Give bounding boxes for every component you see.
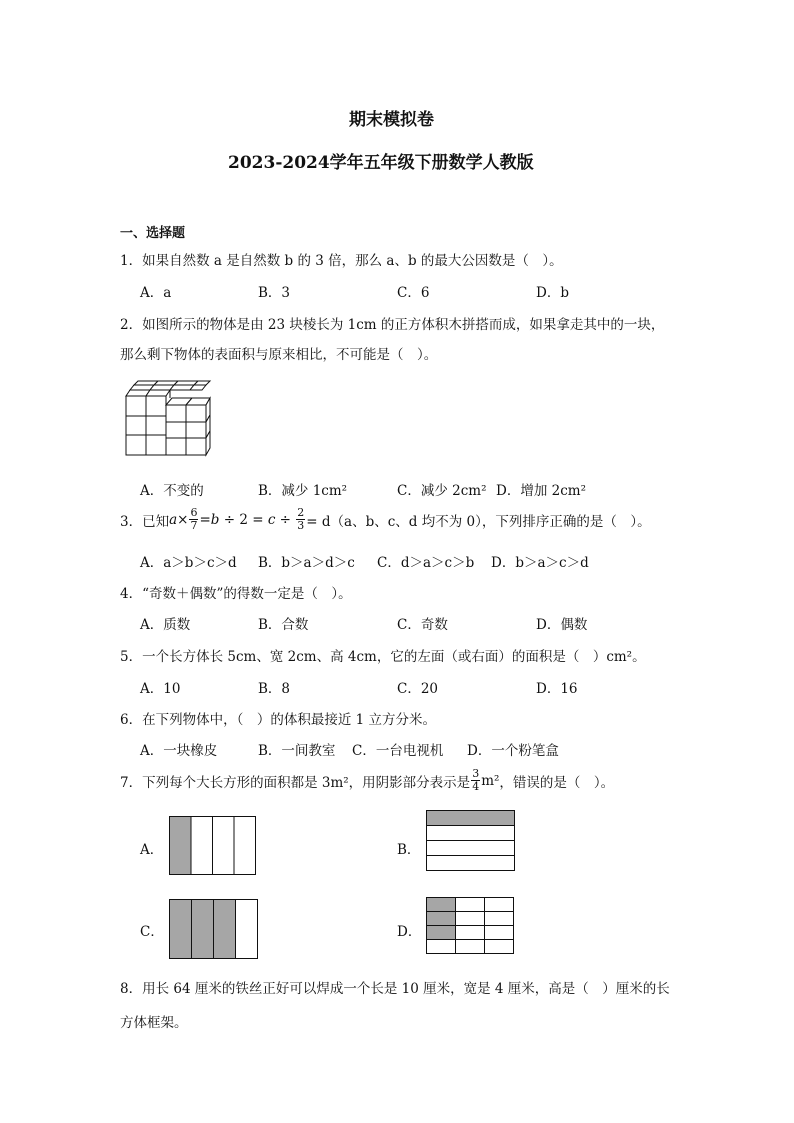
q1-option-c[interactable]: C．6 [397, 285, 430, 301]
q2-option-b[interactable]: B．减少 1cm² [258, 483, 348, 499]
q3-fraction-6-7 [189, 507, 198, 532]
q7-option-c-figure[interactable] [169, 899, 259, 961]
q7-option-a-label[interactable]: A． [140, 842, 164, 858]
q7-suffix: ，错误的是（ ）。 [499, 774, 615, 791]
q3-option-b[interactable]: B．b＞a＞d＞c [258, 555, 355, 571]
q3-eq1: = [199, 511, 211, 528]
q3-prefix: 3．已知 [120, 513, 170, 530]
q3-option-a[interactable]: A．a＞b＞c＞d [140, 555, 237, 571]
question-6: 6．在下列物体中，（ ）的体积最接近 1 立方分米。 [120, 712, 437, 728]
q4-option-b[interactable]: B．合数 [258, 617, 309, 633]
q7-unit: m² [481, 772, 500, 789]
q7-fraction-3-4 [471, 768, 480, 793]
q7-option-b-figure[interactable] [426, 810, 516, 872]
q3-times: × [177, 511, 189, 528]
q3-div: ÷ [275, 511, 296, 528]
cube-stack-figure [120, 375, 215, 460]
q3-var-a: a [169, 511, 178, 528]
q3-option-c[interactable]: C．d＞a＞c＞b [377, 555, 475, 571]
section-heading: 一、选择题 [120, 226, 186, 241]
q5-option-d[interactable]: D．16 [536, 681, 578, 697]
q3-var-c: c [267, 511, 276, 528]
question-8-line-2: 方体框架。 [120, 1015, 188, 1031]
q1-option-b[interactable]: B．3 [258, 285, 291, 301]
q7-option-d-figure[interactable] [426, 897, 516, 957]
exam-title: 期末模拟卷 [349, 110, 434, 130]
q3-frac1-den: 7 [190, 519, 198, 532]
q5-option-b[interactable]: B．8 [258, 681, 291, 697]
question-4: 4．“奇数＋偶数”的得数一定是（ ）。 [120, 586, 352, 602]
question-8-line-1: 8．用长 64 厘米的铁丝正好可以焊成一个长是 10 厘米，宽是 4 厘米，高是（ ）厘米的长 [120, 981, 670, 997]
question-1: 1．如果自然数 a 是自然数 b 的 3 倍，那么 a、b 的最大公因数是（ ）。 [120, 253, 563, 269]
q7-frac-den: 4 [472, 780, 480, 793]
q5-option-c[interactable]: C．20 [397, 681, 439, 697]
q3-suffix: = d（a、b、c、d 均不为 0），下列排序正确的是（ ）。 [306, 513, 651, 530]
q3-frac1-num: 6 [190, 506, 198, 519]
q2-option-c[interactable]: C．减少 2cm² [397, 483, 487, 499]
q3-mid: ÷ 2 = [219, 511, 268, 528]
q4-option-d[interactable]: D．偶数 [536, 617, 588, 633]
question-2-line-2: 那么剩下物体的表面积与原来相比，不可能是（ ）。 [120, 347, 438, 363]
question-5: 5．一个长方体长 5cm、宽 2cm、高 4cm，它的左面（或右面）的面积是（ ）cm²。 [120, 649, 646, 665]
question-3 [120, 507, 651, 532]
q4-option-c[interactable]: C．奇数 [397, 617, 448, 633]
q1-option-d[interactable]: D．b [536, 285, 569, 301]
q2-option-d[interactable]: D．增加 2cm² [496, 483, 586, 499]
q3-var-b: b [210, 511, 220, 528]
q7-option-d-label[interactable]: D． [397, 924, 422, 940]
q3-option-d[interactable]: D．b＞a＞c＞d [491, 555, 589, 571]
q7-frac-num: 3 [472, 767, 480, 780]
q7-option-a-figure[interactable] [169, 816, 257, 876]
q6-option-a[interactable]: A．一块橡皮 [140, 743, 218, 759]
q3-frac2-den: 3 [297, 519, 305, 532]
q2-option-a[interactable]: A．不变的 [140, 483, 204, 499]
q3-fraction-2-3 [296, 507, 305, 532]
q1-option-a[interactable]: A．a [140, 285, 172, 301]
q7-option-b-label[interactable]: B． [397, 842, 421, 858]
q6-option-b[interactable]: B．一间教室 [258, 743, 336, 759]
q4-option-a[interactable]: A．质数 [140, 617, 191, 633]
exam-subtitle: 2023-2024学年五年级下册数学人教版 [228, 153, 534, 173]
q7-prefix: 7．下列每个大长方形的面积都是 3m²，用阴影部分表示是 [120, 774, 471, 791]
question-2-line-1: 2．如图所示的物体是由 23 块棱长为 1cm 的正方体积木拼搭而成，如果拿走其中的一块， [120, 317, 665, 333]
q7-option-c-label[interactable]: C． [140, 924, 164, 940]
q5-option-a[interactable]: A．10 [140, 681, 181, 697]
q6-option-c[interactable]: C．一台电视机 [352, 743, 444, 759]
question-7 [120, 768, 614, 793]
q3-frac2-num: 2 [297, 506, 305, 519]
q6-option-d[interactable]: D．一个粉笔盒 [467, 743, 559, 759]
